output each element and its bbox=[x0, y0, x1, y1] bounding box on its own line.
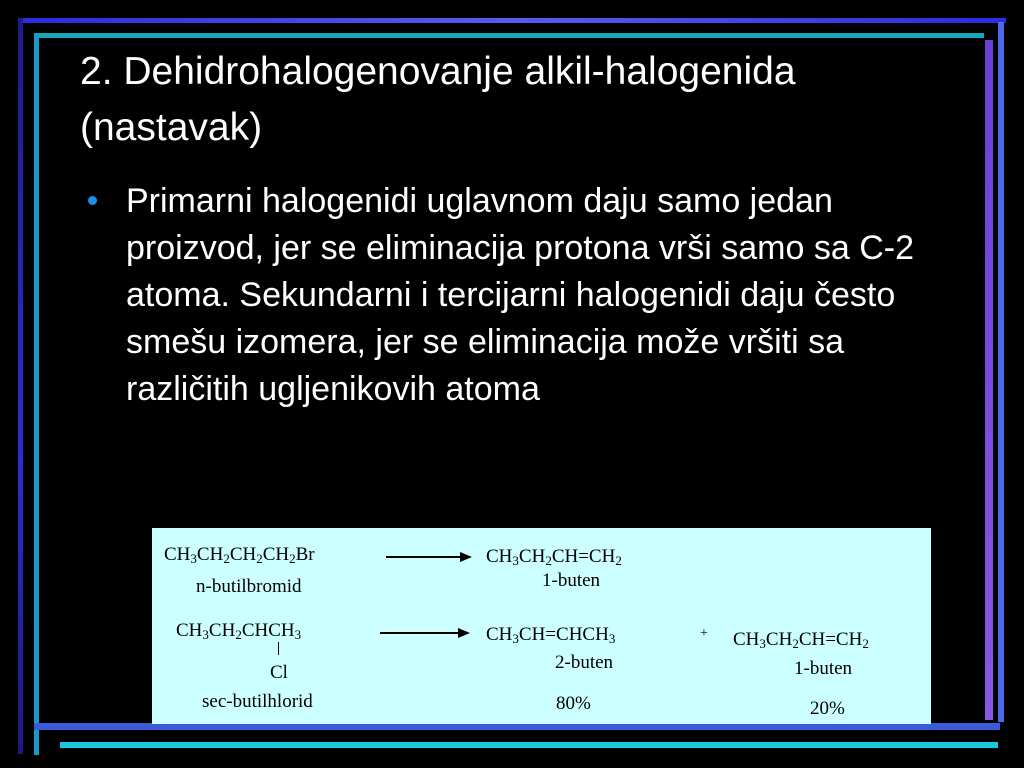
reaction1-reactant-name: n-butilbromid bbox=[196, 576, 302, 597]
reaction2-product1-name: 2-buten bbox=[555, 652, 614, 673]
reaction2-reactant-name: sec-butilhlorid bbox=[202, 691, 313, 712]
frame-right-blue-bar bbox=[998, 22, 1004, 722]
reaction2-substituent-bond bbox=[278, 642, 279, 655]
reaction2-arrow bbox=[380, 632, 468, 634]
reaction2-product2-yield: 20% bbox=[810, 698, 845, 719]
reaction1-product-name: 1-buten bbox=[542, 570, 601, 591]
reaction2-product2-name: 1-buten bbox=[794, 658, 853, 679]
reaction1-arrow bbox=[386, 556, 470, 558]
reaction2-product1-yield: 80% bbox=[556, 693, 591, 714]
reaction2-product1-formula: $CH_3CH=CHCH_3$ bbox=[486, 624, 616, 646]
reaction2-reactant-formula: $CH_3CH_2CHCH_3$ bbox=[176, 620, 302, 642]
frame-right-purple-bar bbox=[985, 40, 993, 720]
frame-left-inner-bar bbox=[34, 33, 39, 755]
reaction1-reactant-formula: $CH_3CH_2CH_2CH_2Br$ bbox=[164, 544, 315, 566]
frame-top-inner-bar bbox=[34, 33, 984, 38]
reaction2-plus-sign: + bbox=[700, 626, 708, 641]
frame-left-outer-bar bbox=[18, 18, 23, 754]
bullet-text: Primarni halogenidi uglavnom daju samo jedan proizvod, jer se eliminacija protona vrši samo sa C-2 atoma. Sekundarni i tercijarni halogenidi daju često smešu izomera, jer se eliminacija može vršiti sa različitih ugljenikovih atoma bbox=[126, 182, 914, 408]
reaction2-product2-formula: $CH_3CH_2CH=CH_2$ bbox=[733, 629, 869, 651]
reaction1-product-formula: $CH_3CH_2CH=CH_2$ bbox=[486, 546, 622, 568]
frame-bottom-outer-bar bbox=[34, 723, 1000, 730]
frame-top-outer-bar bbox=[18, 18, 1006, 23]
reaction2-substituent: Cl bbox=[270, 662, 288, 683]
reaction-scheme-panel bbox=[152, 528, 931, 724]
frame-bottom-inner-bar bbox=[60, 742, 998, 748]
bullet-dot-icon bbox=[88, 196, 97, 205]
slide-title: 2. Dehidrohalogenovanje alkil-halogenida (nastavak) bbox=[80, 50, 796, 149]
